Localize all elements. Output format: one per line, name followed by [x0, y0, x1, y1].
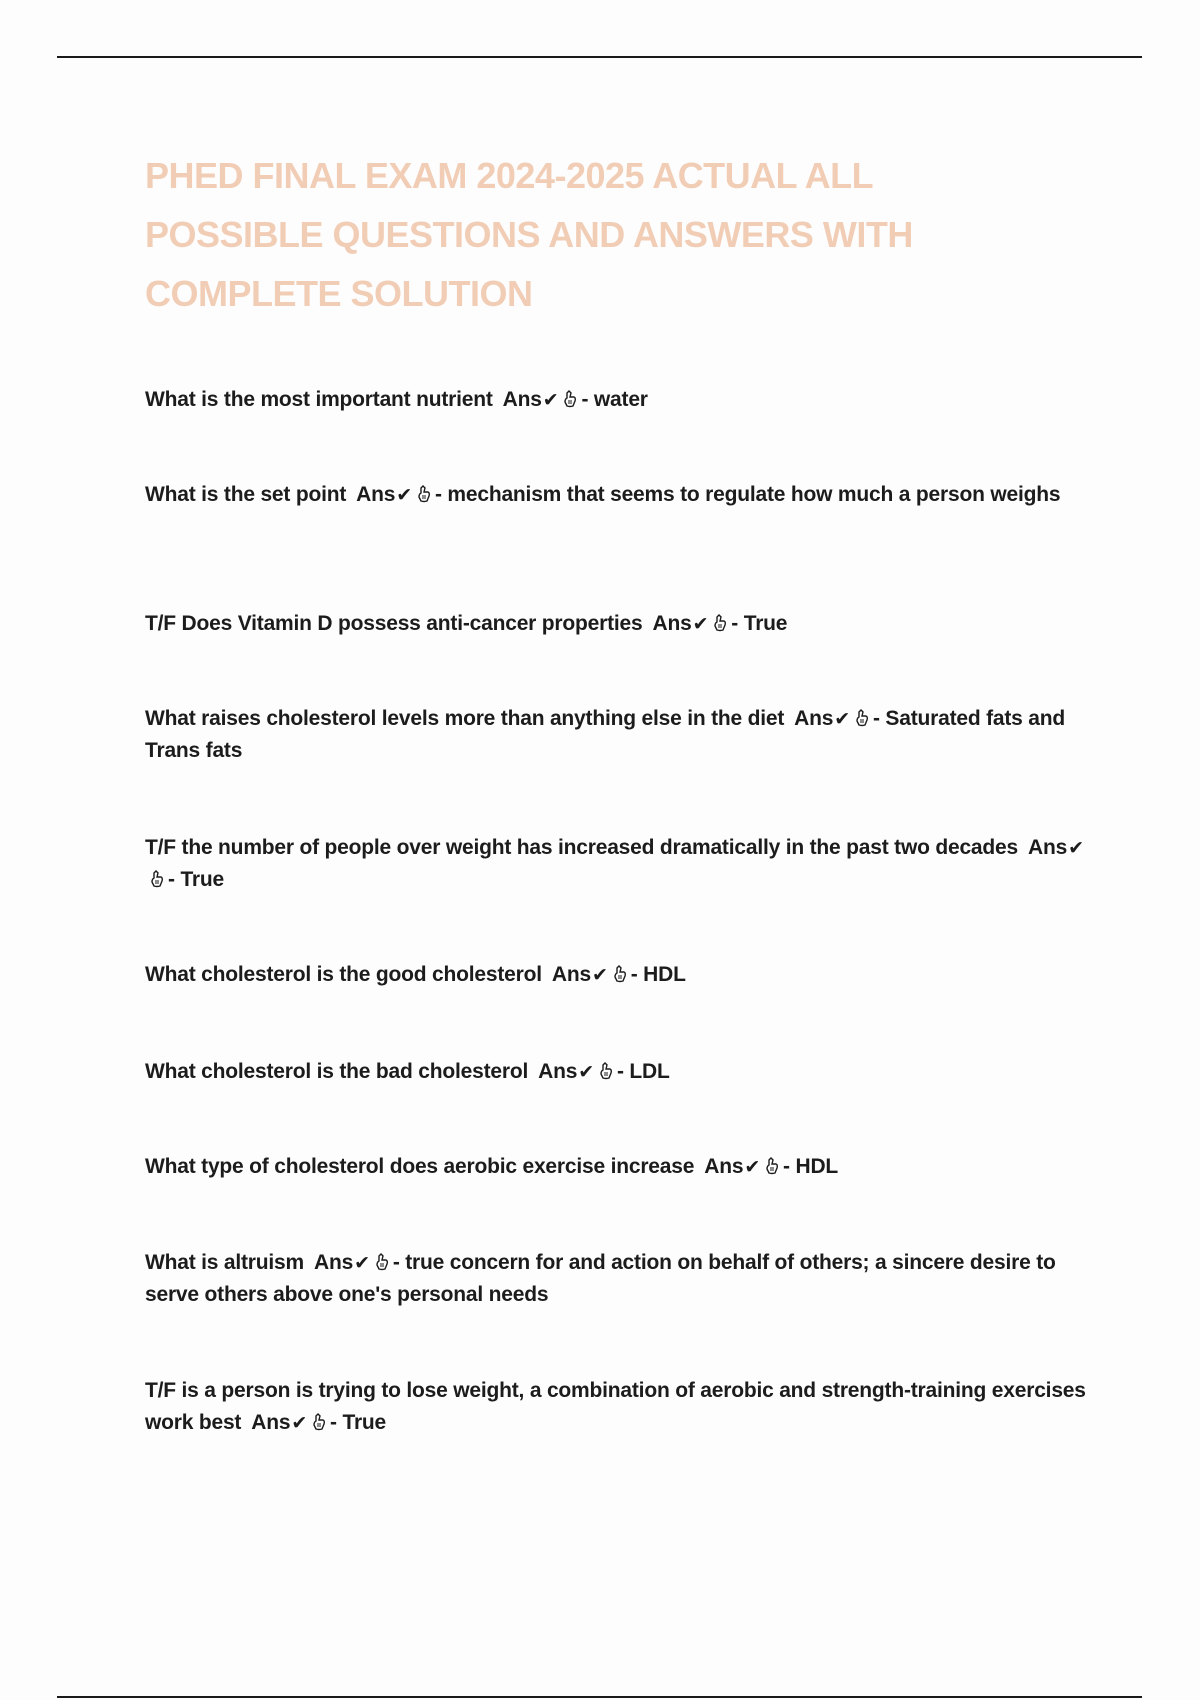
- answer-prefix: Ans: [794, 707, 834, 730]
- writing-hand-icon: [712, 614, 728, 632]
- answer-dash: -: [783, 1155, 796, 1178]
- answer-dash: -: [630, 963, 644, 986]
- answer-dash: -: [168, 868, 181, 891]
- qa-item: [145, 608, 1105, 640]
- question-text: What type of cholesterol does aerobic exercise increase: [145, 1155, 695, 1178]
- answer-prefix: Ans: [502, 388, 542, 411]
- qa-item: [145, 1375, 1105, 1439]
- answer-prefix: Ans: [538, 1060, 578, 1083]
- check-icon: ✔: [744, 1156, 761, 1178]
- answer-dash: -: [731, 612, 744, 635]
- question-text: What is the most important nutrient: [145, 388, 493, 411]
- answer-dash: -: [392, 1251, 406, 1274]
- writing-hand-icon: [764, 1157, 780, 1175]
- check-icon: ✔: [542, 389, 559, 411]
- writing-hand-icon: [311, 1413, 327, 1431]
- answer-prefix: Ans: [314, 1251, 354, 1274]
- check-icon: ✔: [834, 708, 850, 730]
- qa-item: [145, 384, 1105, 416]
- writing-hand-icon: [598, 1062, 614, 1080]
- question-text: T/F the number of people over weight has increased dramatically in the past two decades: [145, 836, 1018, 859]
- answer-text: True: [342, 1411, 387, 1434]
- check-icon: ✔: [591, 964, 608, 986]
- footer-rule: [57, 1696, 1142, 1698]
- qa-item: [145, 1056, 1105, 1088]
- qa-item: [145, 959, 1105, 991]
- answer-prefix: Ans: [251, 1411, 291, 1434]
- answer-prefix: Ans: [704, 1155, 744, 1178]
- answer-dash: -: [872, 707, 886, 730]
- answer-dash: -: [434, 483, 448, 506]
- question-text: What is the set point: [145, 483, 347, 506]
- answer-text: true concern for and action on behalf of others; a sincere desire to serve others above one's personal needs: [145, 1251, 1062, 1306]
- qa-item: [145, 1151, 1105, 1183]
- writing-hand-icon: [562, 390, 578, 408]
- check-icon: ✔: [578, 1061, 594, 1083]
- qa-item: [145, 479, 1105, 511]
- question-text: T/F Does Vitamin D possess anti-cancer properties: [145, 612, 643, 635]
- question-text: T/F is a person is trying to lose weight, a combination of aerobic and strength-training exercises work best: [145, 1379, 1092, 1434]
- check-icon: ✔: [1068, 837, 1084, 859]
- answer-text: water: [593, 388, 648, 411]
- check-icon: ✔: [396, 484, 412, 506]
- writing-hand-icon: [612, 965, 628, 983]
- question-text: What cholesterol is the bad cholesterol: [145, 1060, 529, 1083]
- writing-hand-icon: [854, 709, 870, 727]
- question-text: What is altruism: [145, 1251, 304, 1274]
- answer-prefix: Ans: [1028, 836, 1068, 859]
- answer-text: LDL: [629, 1060, 670, 1083]
- writing-hand-icon: [374, 1253, 390, 1271]
- writing-hand-icon: [416, 485, 432, 503]
- header-rule: [57, 56, 1142, 58]
- answer-text: Saturated fats and Trans fats: [145, 707, 1071, 762]
- answer-text: True: [743, 612, 788, 635]
- check-icon: ✔: [354, 1252, 370, 1274]
- answer-prefix: Ans: [356, 483, 396, 506]
- answer-dash: -: [581, 388, 594, 411]
- answer-text: HDL: [795, 1155, 839, 1178]
- answer-prefix: Ans: [551, 963, 591, 986]
- qa-item: [145, 703, 1105, 767]
- check-icon: ✔: [692, 613, 709, 635]
- check-icon: ✔: [291, 1412, 308, 1434]
- answer-dash: -: [330, 1411, 343, 1434]
- question-text: What raises cholesterol levels more than anything else in the diet: [145, 707, 785, 730]
- answer-text: mechanism that seems to regulate how much a person weighs: [447, 483, 1061, 506]
- answer-text: HDL: [643, 963, 686, 986]
- answer-dash: -: [616, 1060, 630, 1083]
- answer-text: True: [180, 868, 224, 891]
- question-text: What cholesterol is the good cholesterol: [145, 963, 542, 986]
- qa-item: [145, 832, 1105, 896]
- writing-hand-icon: [149, 870, 165, 888]
- answer-prefix: Ans: [652, 612, 692, 635]
- qa-item: [145, 1247, 1105, 1311]
- document-title: PHED FINAL EXAM 2024-2025 ACTUAL ALL POSSIBLE QUESTIONS AND ANSWERS WITH COMPLETE SOLUTION: [145, 155, 913, 314]
